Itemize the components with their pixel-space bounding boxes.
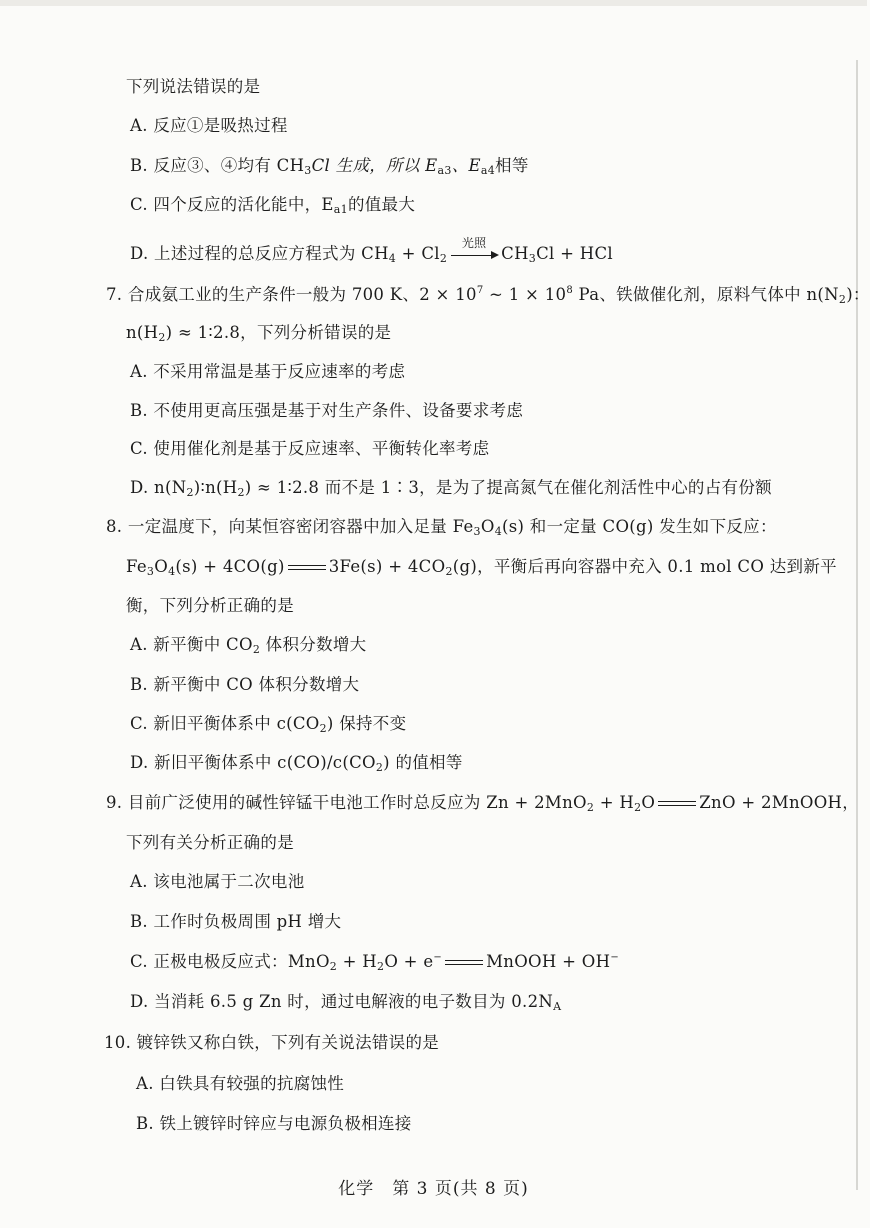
- scan-edge: [0, 0, 867, 6]
- question-8-equation: $Fe_3O_4(s) + 4CO(g)$ $3Fe(s) + 4CO_2(g)$，平衡后再向容器中充入 0.1 mol CO 达到新平: [126, 557, 837, 578]
- option-a: A. 不采用常温是基于反应速率的考虑: [130, 362, 406, 381]
- equilibrium-sign: [287, 556, 327, 578]
- option-b: B. 新平衡中 CO 体积分数增大: [130, 675, 360, 694]
- option-b: B. 铁上镀锌时锌应与电源负极相连接: [136, 1114, 412, 1133]
- option-d: D. $n(N_2)∶n(H_2)$ ≈ 1∶2.8 而不是 1∶3，是为了提高氮气在催化剂活性中心的占有份额: [130, 478, 772, 499]
- question-8-stem-cont: 衡，下列分析正确的是: [126, 596, 294, 615]
- question-7-stem-cont: $n(H_2)$ ≈ 1∶2.8，下列分析错误的是: [126, 323, 392, 344]
- reaction-sign: [657, 792, 697, 814]
- option-c: C. 正极电极反应式：$MnO_2 + H_2O + e^-$ MnOOH + OH−: [130, 952, 619, 973]
- option-b: B. 反应③、④均有 $CH_3Cl$ 生成，所以 $E_{a3}$、$E_{a4}$相等: [130, 156, 529, 177]
- scan-edge: [856, 60, 858, 1190]
- option-a: A. 新平衡中 $CO_2$ 体积分数增大: [130, 635, 367, 656]
- reaction-sign: [444, 951, 484, 973]
- question-7-stem: 7. 合成氨工业的生产条件一般为 700 K、$2 \times 10^7$ ~ $1 \times 10^8$ Pa、铁做催化剂，原料气体中 $n(N_2)$：: [106, 285, 870, 306]
- question-10-stem: 10. 镀锌铁又称白铁，下列有关说法错误的是: [104, 1033, 440, 1052]
- option-d: D. 新旧平衡体系中 $c(CO)/c(CO_2)$ 的值相等: [130, 753, 463, 774]
- question-8-stem: 8. 一定温度下，向某恒容密闭容器中加入足量 $Fe_3O_4(s)$ 和一定量 CO(g) 发生如下反应：: [106, 517, 777, 538]
- option-c: C. 四个反应的活化能中，$E_{a1}$的值最大: [130, 195, 416, 216]
- option-a: A. 该电池属于二次电池: [130, 872, 305, 891]
- question-stem: 下列说法错误的是: [126, 77, 261, 96]
- reaction-arrow: [449, 236, 499, 265]
- question-9-stem-cont: 下列有关分析正确的是: [126, 833, 294, 852]
- option-a: A. 白铁具有较强的抗腐蚀性: [136, 1074, 345, 1093]
- option-c: C. 使用催化剂是基于反应速率、平衡转化率考虑: [130, 439, 490, 458]
- question-9-stem: 9. 目前广泛使用的碱性锌锰干电池工作时总反应为 $Zn + 2MnO_2 + H_2O$ ZnO + 2MnOOH，: [106, 793, 860, 814]
- option-d: D. 当消耗 6.5 g Zn 时，通过电解液的电子数目为 $0.2N_A$: [130, 992, 562, 1013]
- option-c: C. 新旧平衡体系中 $c(CO_2)$ 保持不变: [130, 714, 407, 735]
- option-a: A. 反应①是吸热过程: [130, 116, 288, 135]
- option-b: B. 不使用更高压强是基于对生产条件、设备要求考虑: [130, 401, 524, 420]
- page-footer: 化学 第 3 页(共 8 页): [338, 1179, 529, 1199]
- option-b: B. 工作时负极周围 pH 增大: [130, 912, 342, 931]
- arrow-condition: 光照: [461, 236, 487, 250]
- option-d: D. 上述过程的总反应方程式为 $CH_4 + Cl_2$ 光照 $CH_3Cl$ + HCl: [130, 243, 613, 265]
